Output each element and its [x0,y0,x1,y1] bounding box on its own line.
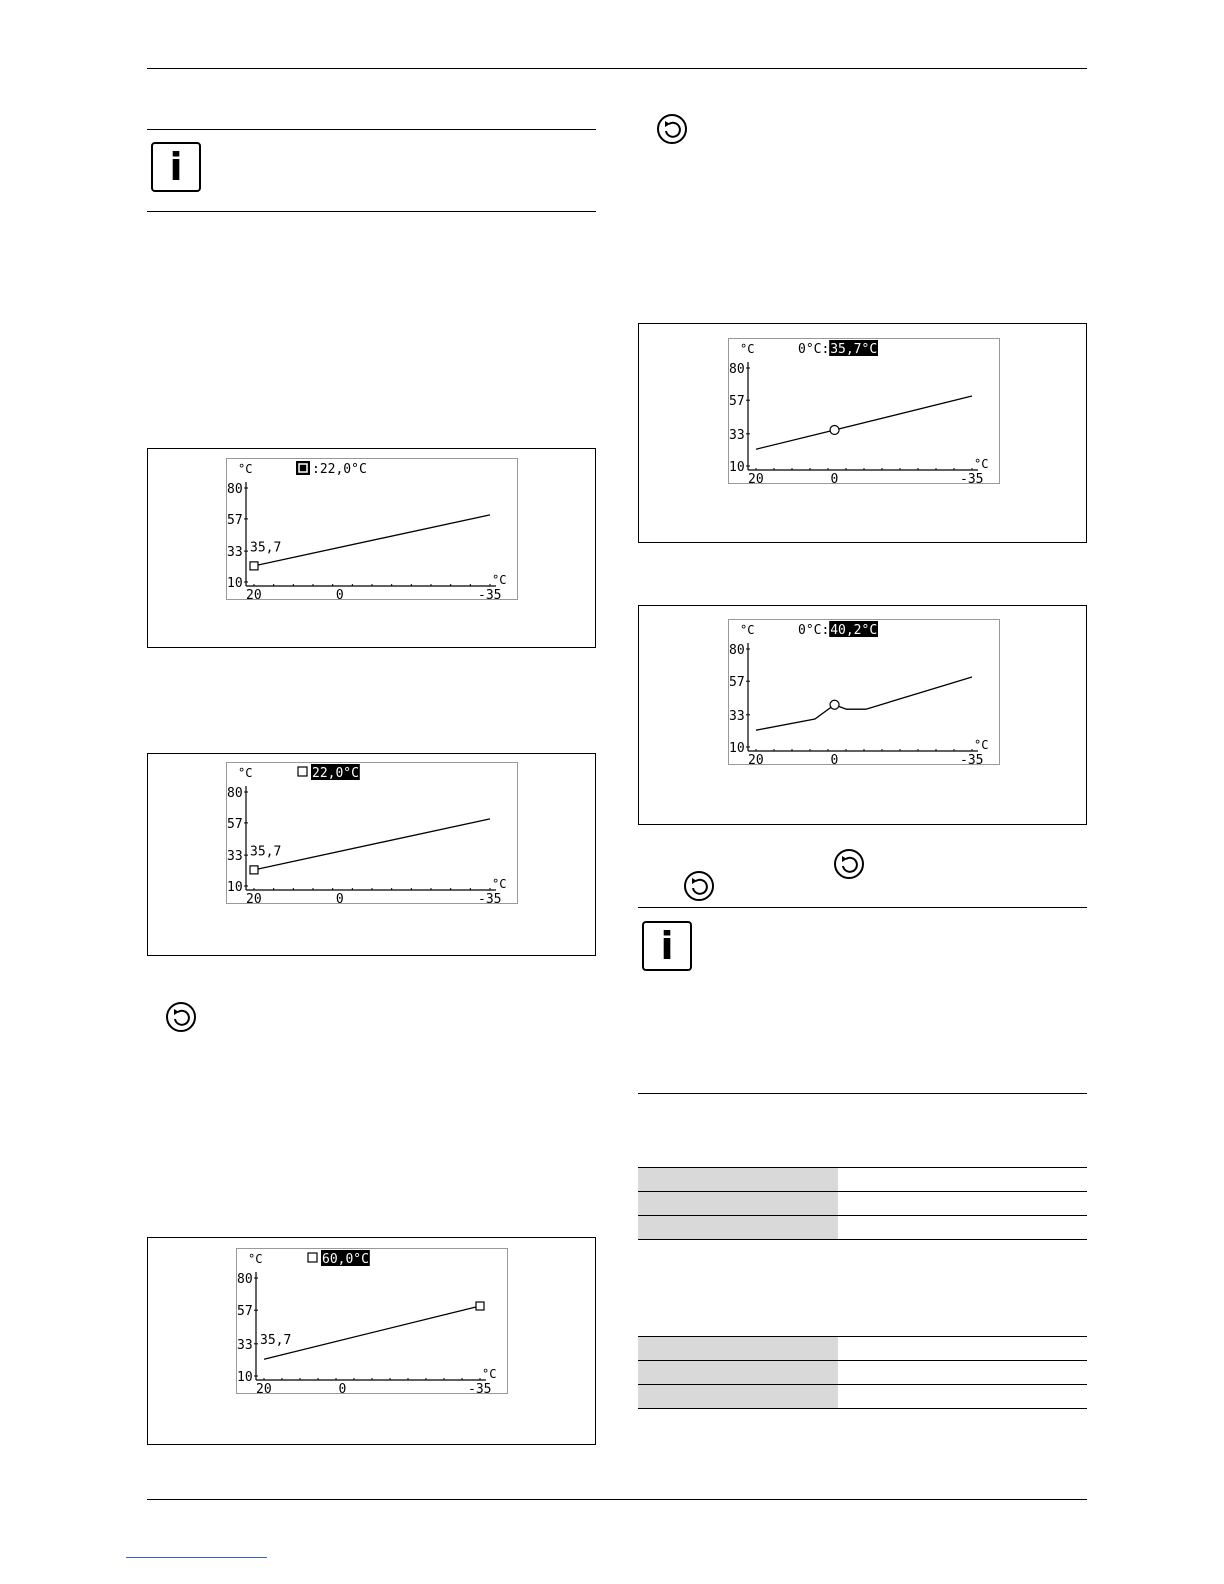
display-screen-2 [226,762,518,907]
unit-label: °C [740,342,755,356]
x-unit-label: °C [974,457,989,471]
back-return-icon [832,847,866,881]
display-screen-3 [236,1248,508,1397]
x-tick-label: 0 [335,892,344,907]
x-tick-label: 0 [830,753,839,768]
figure-4 [638,323,1087,543]
settings-table-1 [638,1167,1087,1240]
x-tick-label: -35 [960,472,984,487]
y-tick-label: 57 [227,816,243,832]
x-tick-label: 20 [256,1382,272,1397]
table-row [638,1385,1087,1409]
screen-frame [227,763,518,904]
table-row [638,1216,1087,1240]
table-row [638,1168,1087,1192]
value-label: 22,0°C [312,766,359,781]
curve-point-square-marker [250,562,258,570]
figure-3 [147,1237,596,1445]
footer-rule [147,1499,1087,1500]
x-tick-label: -35 [960,753,984,768]
screen-frame [729,620,1000,765]
x-tick-label: -35 [478,588,502,603]
display-screen-1 [226,458,518,603]
settings-table-2 [638,1336,1087,1409]
x-tick-label: 20 [748,753,764,768]
info-note-top-rule [638,907,1087,908]
screen-frame [729,339,1000,484]
curve-point-square-marker [476,1302,484,1310]
curve-value-label: 35,7 [260,1333,292,1349]
back-return-icon [164,1000,198,1034]
y-tick-label: 33 [237,1337,253,1353]
x-tick-label: 20 [748,472,764,487]
y-tick-label: 57 [237,1304,253,1320]
table-row [638,1192,1087,1216]
screen-frame [227,459,518,600]
y-tick-label: 80 [227,482,243,497]
x-tick-label: -35 [468,1382,492,1397]
x-unit-label: °C [492,877,507,891]
y-tick-label: 57 [729,394,745,410]
x-tick-label: -35 [478,892,502,907]
curve-point-circle-marker [830,426,839,435]
unit-label: °C [238,766,253,780]
table-row [638,1337,1087,1361]
value-label: 35,7°C [830,342,878,357]
table-row [638,1361,1087,1385]
x-tick-label: 20 [246,892,262,907]
figure-5 [638,605,1087,825]
y-tick-label: 33 [227,849,243,865]
y-tick-label: 10 [729,741,745,756]
y-tick-label: 80 [729,643,745,658]
back-return-icon [682,869,716,903]
unit-label: °C [740,623,755,637]
x-tick-label: 0 [338,1382,347,1397]
info-icon: i [642,921,692,971]
curve-point-square-marker [250,866,258,874]
screen-frame [237,1249,508,1394]
y-tick-label: 10 [237,1370,253,1385]
x-tick-label: 0 [830,472,839,487]
x-tick-label: 0 [335,588,344,603]
y-tick-label: 80 [237,1272,253,1287]
marker-symbol-highlight [296,461,310,475]
display-screen-4 [728,338,1000,487]
unit-label: °C [248,1252,263,1266]
value-label: :22,0°C [312,462,367,477]
y-tick-label: 57 [227,512,243,528]
figure-1 [147,448,596,648]
x-unit-label: °C [482,1367,497,1381]
curve-point-circle-marker [830,700,839,709]
point-label: 0°C: [798,623,830,638]
unit-label: °C [238,462,253,476]
x-tick-label: 20 [246,588,262,603]
y-tick-label: 10 [227,576,243,591]
y-tick-label: 57 [729,675,745,691]
info-note-bottom-rule [147,211,596,212]
x-unit-label: °C [492,573,507,587]
y-tick-label: 33 [227,545,243,561]
header-rule [147,68,1087,69]
y-tick-label: 33 [729,708,745,724]
info-note-top-rule [147,129,596,130]
curve-value-label: 35,7 [250,540,282,556]
x-unit-label: °C [974,738,989,752]
footer-link-underline [126,1557,267,1558]
info-icon: i [151,142,201,192]
y-tick-label: 33 [729,427,745,443]
curve-value-label: 35,7 [250,844,282,860]
value-label: 60,0°C [322,1252,369,1267]
value-label: 40,2°C [830,623,878,638]
info-note-bottom-rule [638,1093,1087,1094]
back-return-icon [655,112,689,146]
point-label: 0°C: [798,342,830,357]
figure-2 [147,753,596,956]
y-tick-label: 10 [729,460,745,475]
y-tick-label: 80 [729,362,745,377]
display-screen-5 [728,619,1000,768]
y-tick-label: 10 [227,880,243,895]
y-tick-label: 80 [227,786,243,801]
